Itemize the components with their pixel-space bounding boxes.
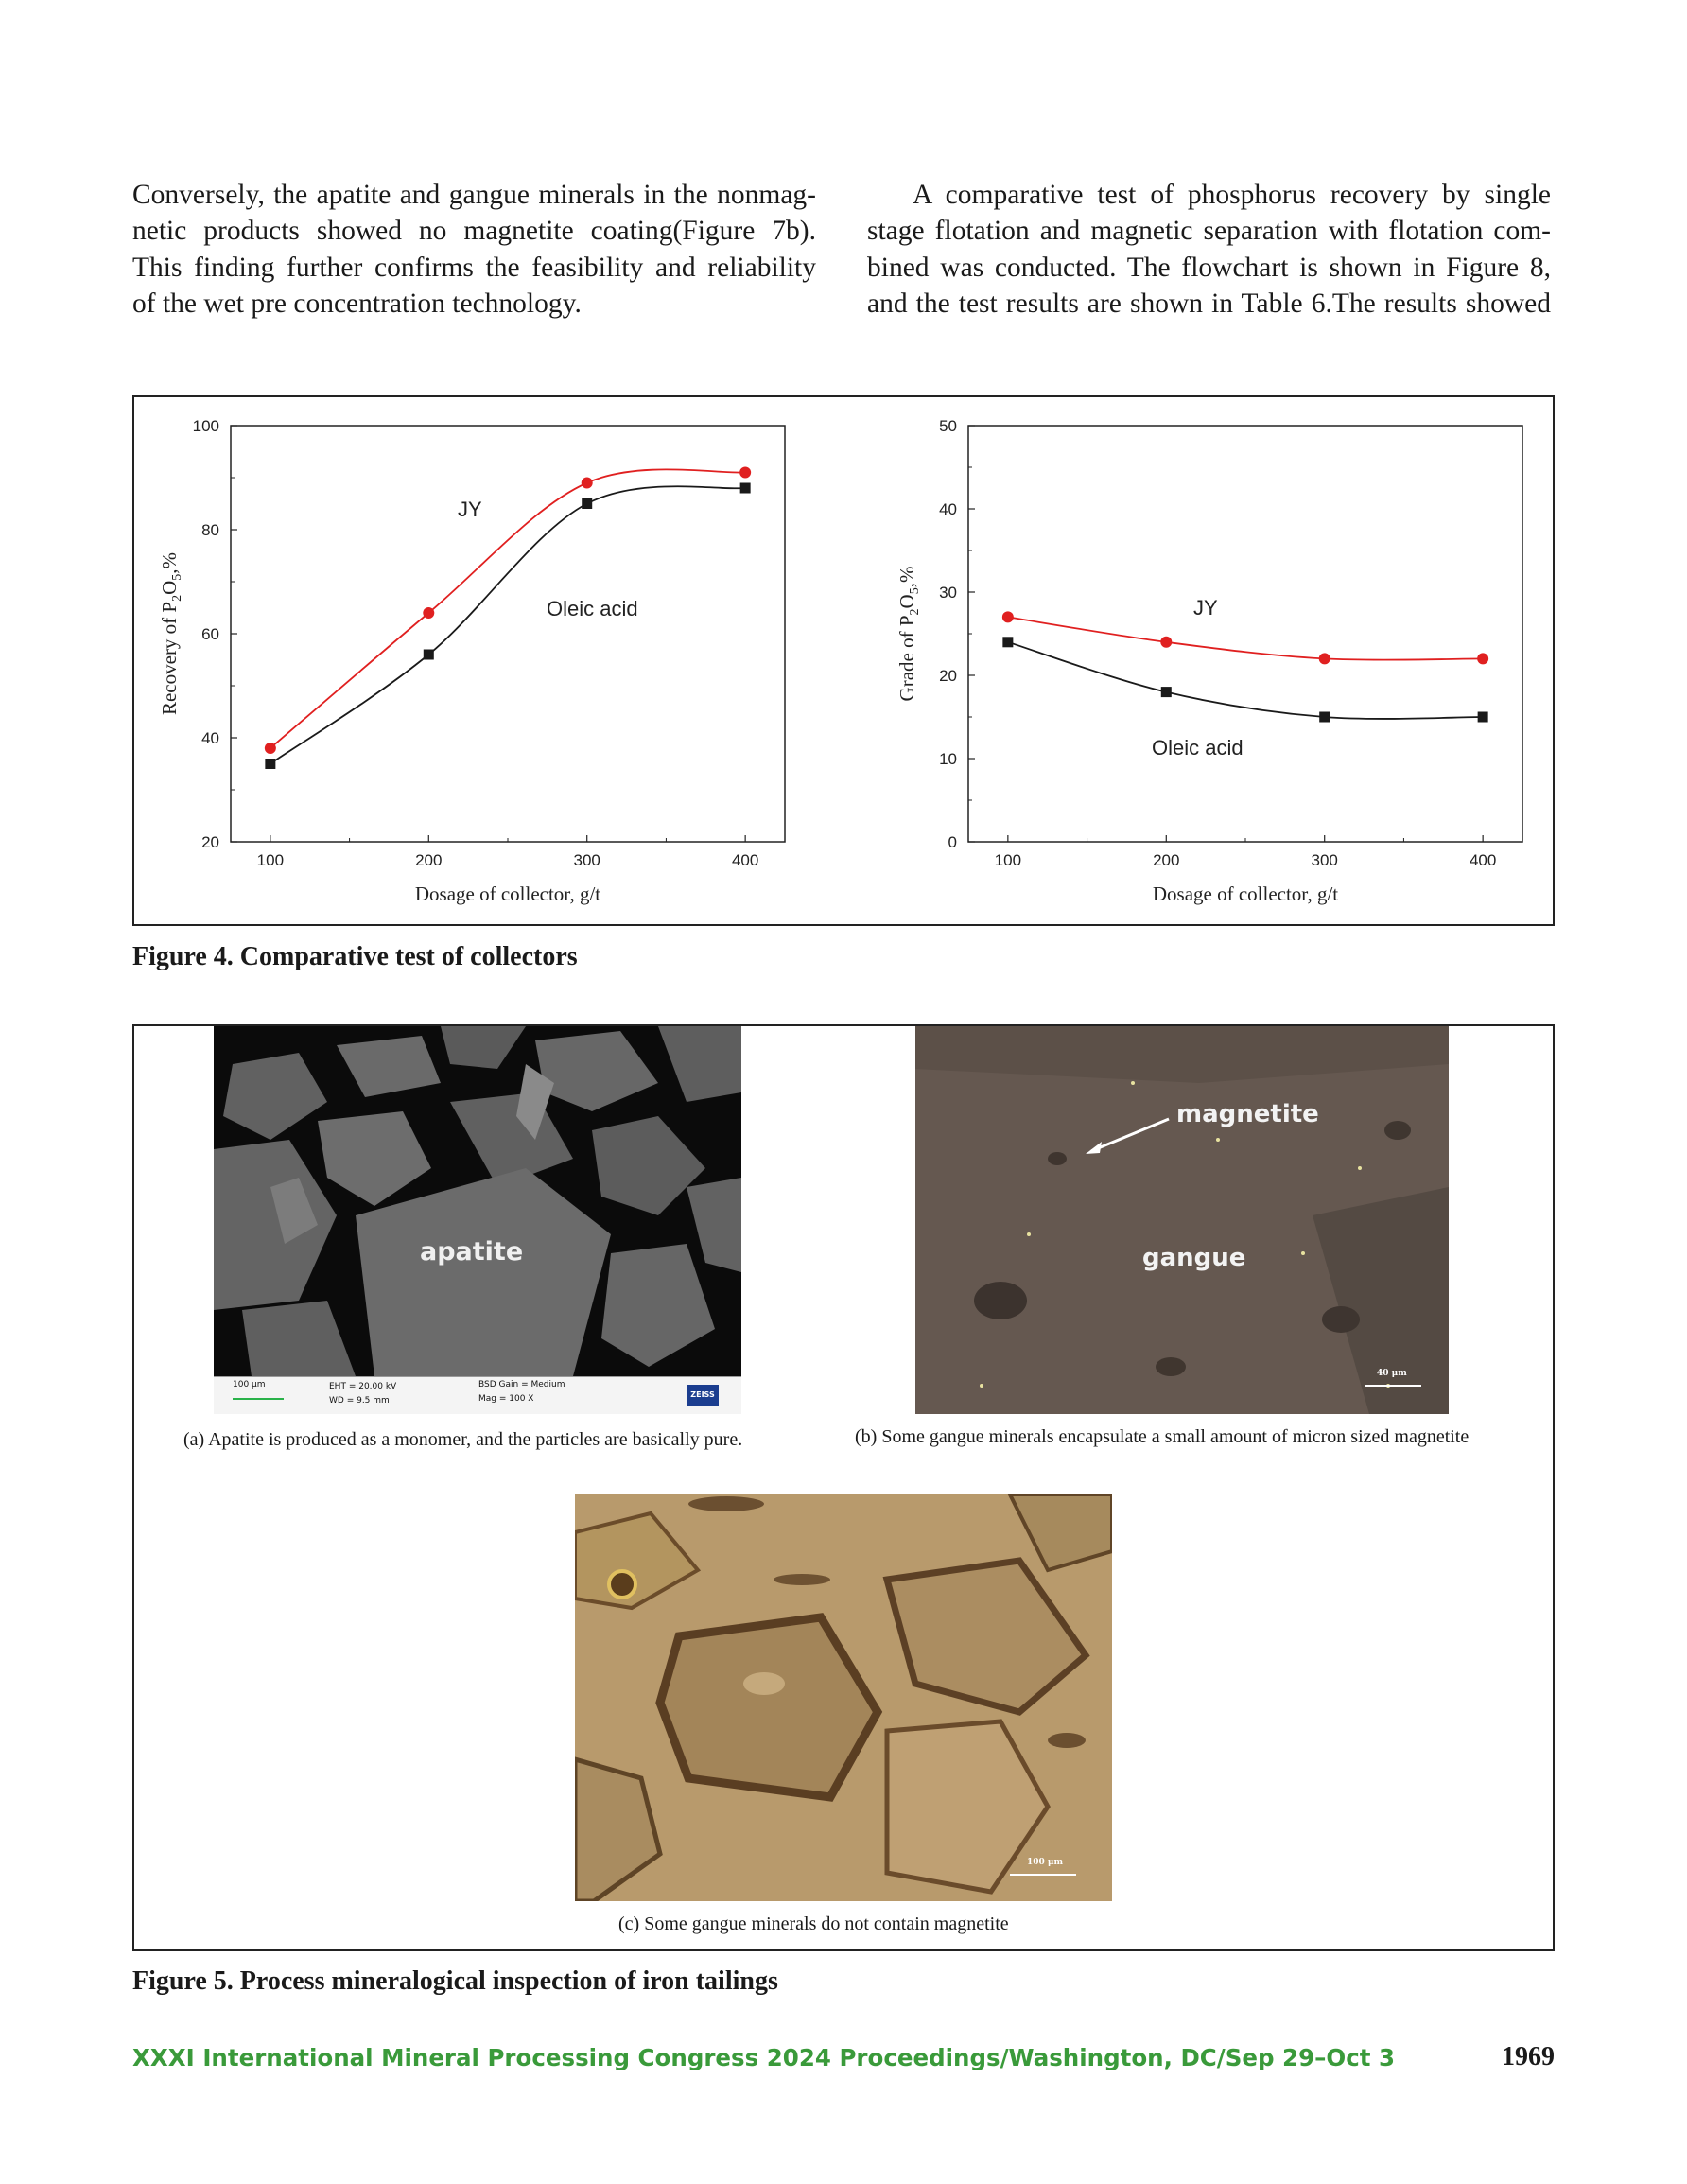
y-axis-title-part: 2 <box>908 608 922 616</box>
caption-panel-b: (b) Some gangue minerals encapsulate a small amount of micron sized magnetite <box>855 1426 1470 1447</box>
x-axis-title: Dosage of collector, g/t <box>1152 882 1339 905</box>
text-line: bined was conducted. The flowchart is shown in Figure 8, <box>867 252 1551 283</box>
y-tick-label: 20 <box>201 833 219 851</box>
y-axis-title-part: Recovery of P <box>158 601 181 716</box>
text-line: and the test results are shown in Table 6.The results showed <box>867 288 1551 320</box>
x-tick-label: 300 <box>573 851 600 869</box>
body-text-left-column <box>132 177 816 323</box>
sem-mag: Mag = 100 X <box>478 1394 534 1404</box>
optical-texture-b <box>915 1026 1449 1414</box>
y-tick-label: 0 <box>948 833 957 851</box>
page-footer <box>132 2044 1555 2076</box>
data-point-jy <box>1002 611 1014 622</box>
body-text-right-column <box>867 177 1551 323</box>
x-tick-label: 200 <box>415 851 443 869</box>
sem-particles <box>214 1026 741 1376</box>
data-point-oleic-acid <box>265 759 275 769</box>
x-tick-label: 100 <box>994 851 1022 869</box>
sem-wd: WD = 9.5 mm <box>329 1396 390 1406</box>
series-label: JY <box>458 498 482 521</box>
series-label: Oleic acid <box>1152 736 1244 760</box>
series-line-oleic-acid <box>270 486 745 763</box>
footer-proceedings-text: XXXI International Mineral Processing Congress 2024 Proceedings/Washington, DC/Sep 29–Oct 3 <box>132 2044 1396 2071</box>
figure-4-caption: Figure 4. Comparative test of collectors <box>132 942 578 971</box>
y-axis-title <box>896 567 922 702</box>
x-tick-label: 200 <box>1153 851 1180 869</box>
y-axis-title-part: O <box>896 594 918 609</box>
text-line: Conversely, the apatite and gangue minerals in the nonmag- <box>132 180 816 210</box>
caption-panel-a: (a) Apatite is produced as a monomer, and the particles are basically pure. <box>183 1429 743 1450</box>
y-axis-title-part: 2 <box>170 594 184 602</box>
data-point-jy <box>582 478 593 489</box>
series-line-jy <box>270 469 745 748</box>
text-line: A comparative test of phosphorus recovery by single <box>913 180 1551 210</box>
data-point-oleic-acid <box>1478 712 1488 723</box>
data-point-jy <box>1160 637 1172 648</box>
plot-area <box>896 417 1522 905</box>
text-line: netic products showed no magnetite coating(Figure 7b). <box>132 216 816 247</box>
figure-4-frame <box>132 395 1555 926</box>
y-tick-label: 10 <box>939 750 957 768</box>
data-point-oleic-acid <box>582 498 592 509</box>
caption-panel-c: (c) Some gangue minerals do not contain magnetite <box>618 1913 1009 1934</box>
sem-databar <box>214 1376 741 1414</box>
series-label: JY <box>1193 596 1218 620</box>
plot-frame <box>231 426 785 842</box>
y-axis-title-part: O <box>158 580 181 595</box>
data-point-jy <box>265 743 276 754</box>
figure-5-frame <box>132 1024 1555 1951</box>
optical-image-gangue-no-magnetite <box>575 1494 1112 1901</box>
plot-frame <box>968 426 1522 842</box>
sem-scale-label: 100 μm <box>233 1380 266 1389</box>
y-axis-title <box>158 552 184 715</box>
data-point-jy <box>423 607 434 619</box>
data-point-oleic-acid <box>1002 637 1013 647</box>
text-line: stage flotation and magnetic separation with flotation com- <box>867 216 1551 247</box>
scale-label-c: 100 μm <box>1027 1858 1064 1867</box>
data-point-oleic-acid <box>424 650 434 660</box>
page-number: 1969 <box>1502 2042 1555 2071</box>
y-axis-title-part: Grade of P <box>896 615 918 702</box>
y-tick-label: 50 <box>939 417 957 435</box>
zeiss-logo: ZEISS <box>687 1385 719 1406</box>
data-point-jy <box>739 467 751 479</box>
text-line: This finding further confirms the feasibility and reliability <box>132 252 816 283</box>
optical-image-gangue-magnetite <box>915 1026 1449 1414</box>
sem-scale-bar <box>233 1398 284 1400</box>
sem-eht: EHT = 20.00 kV <box>329 1382 397 1391</box>
grade-chart <box>834 397 1553 924</box>
data-point-oleic-acid <box>740 483 751 494</box>
data-point-oleic-acid <box>1161 687 1172 697</box>
figure-5-caption: Figure 5. Process mineralogical inspection of iron tailings <box>132 1966 778 1996</box>
y-tick-label: 40 <box>939 500 957 518</box>
y-axis-title-part: ,% <box>896 566 918 588</box>
y-tick-label: 30 <box>939 584 957 602</box>
sem-bsd: BSD Gain = Medium <box>478 1380 565 1389</box>
y-axis-title-part: 5 <box>170 573 184 581</box>
label-gangue: gangue <box>1142 1244 1246 1272</box>
plot-area <box>158 417 785 905</box>
sem-image-apatite <box>214 1026 741 1414</box>
x-tick-label: 400 <box>731 851 759 869</box>
text-line: of the wet pre concentration technology. <box>132 288 582 320</box>
sem-label-apatite: apatite <box>420 1237 524 1267</box>
label-magnetite: magnetite <box>1176 1100 1319 1128</box>
y-tick-label: 60 <box>201 625 219 643</box>
y-axis-title-part: ,% <box>158 551 181 574</box>
y-tick-label: 80 <box>201 521 219 539</box>
series-line-jy <box>1008 617 1483 659</box>
y-tick-label: 100 <box>192 417 219 435</box>
data-point-oleic-acid <box>1319 712 1330 723</box>
x-tick-label: 300 <box>1311 851 1338 869</box>
y-axis-title-part: 5 <box>908 587 922 595</box>
y-tick-label: 40 <box>201 729 219 747</box>
scale-label-b: 40 μm <box>1377 1369 1407 1378</box>
series-label: Oleic acid <box>547 597 638 620</box>
data-point-jy <box>1319 653 1330 664</box>
series-line-oleic-acid <box>1008 642 1483 719</box>
data-point-jy <box>1477 653 1488 664</box>
x-tick-label: 100 <box>256 851 285 869</box>
y-tick-label: 20 <box>939 667 957 685</box>
optical-texture-c <box>575 1494 1112 1901</box>
recovery-chart <box>134 397 834 924</box>
x-tick-label: 400 <box>1469 851 1497 869</box>
x-axis-title: Dosage of collector, g/t <box>414 882 601 905</box>
